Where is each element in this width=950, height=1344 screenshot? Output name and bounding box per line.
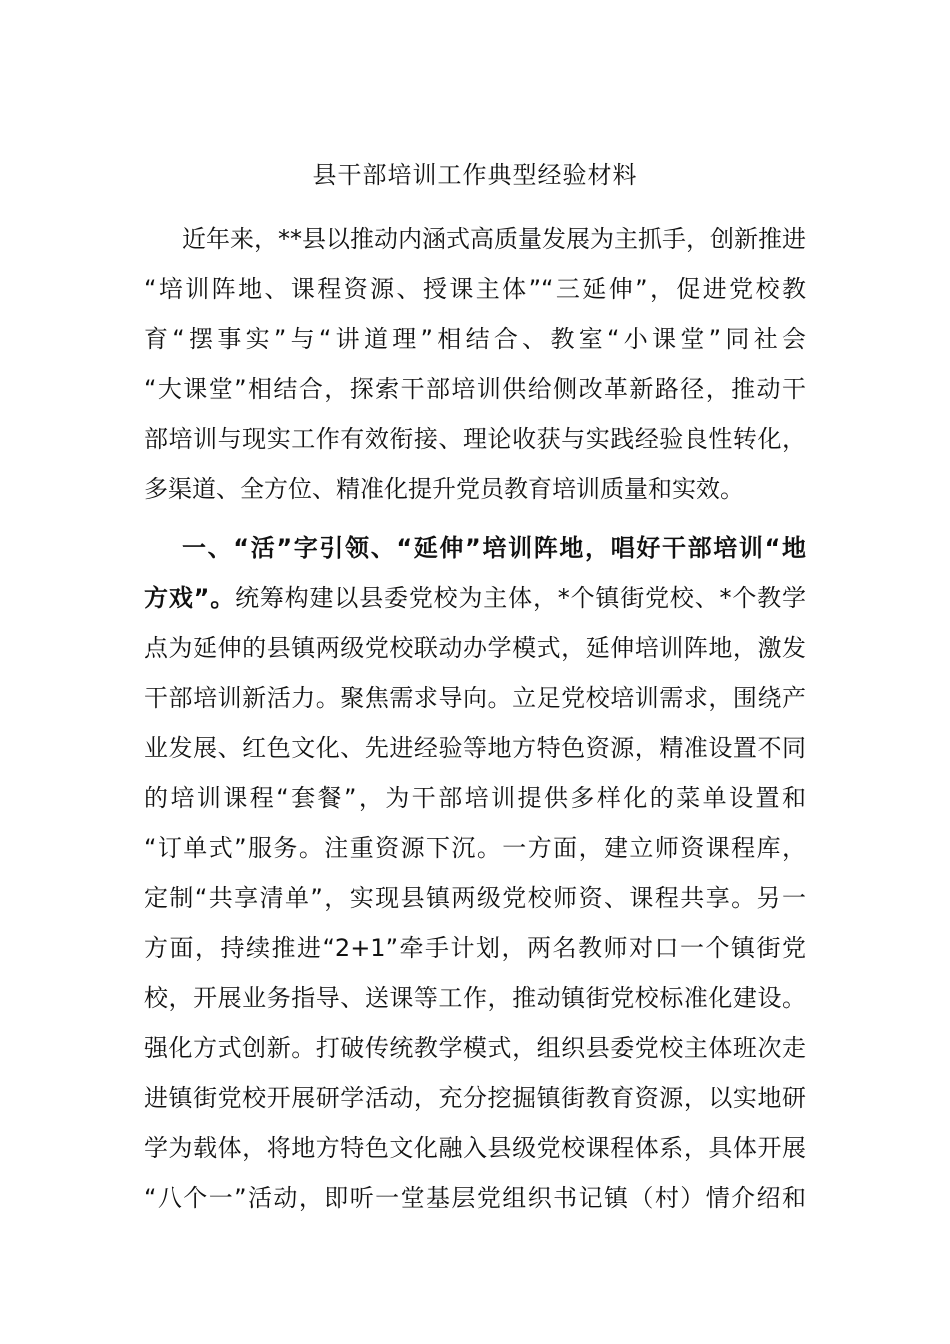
text-line: 进镇街党校开展研学活动，充分挖掘镇街教育资源，以实地研 xyxy=(144,1084,806,1112)
text-line: 方面，持续推进“2+1”牵手计划，两名教师对口一个镇街党 xyxy=(144,934,806,962)
text-line: 学为载体，将地方特色文化融入县级党校课程体系，具体开展 xyxy=(144,1134,806,1162)
text-line: “订单式”服务。注重资源下沉。一方面，建立师资课程库， xyxy=(144,834,806,862)
text-line: 部培训与现实工作有效衔接、理论收获与实践经验良性转化， xyxy=(144,425,806,453)
text-line: 点为延伸的县镇两级党校联动办学模式，延伸培训阵地，激发 xyxy=(144,634,806,662)
text-line: 定制“共享清单”，实现县镇两级党校师资、课程共享。另一 xyxy=(144,884,806,912)
text-line: 业发展、红色文化、先进经验等地方特色资源，精准设置不同 xyxy=(144,734,806,762)
text-line: “培训阵地、课程资源、授课主体”“三延伸”，促进党校教 xyxy=(144,275,806,303)
text-line: 强化方式创新。打破传统教学模式，组织县委党校主体班次走 xyxy=(144,1034,806,1062)
text-line: 近年来，**县以推动内涵式高质量发展为主抓手，创新推进 xyxy=(182,225,806,253)
text-line: 育“摆事实”与“讲道理”相结合、教室“小课堂”同社会 xyxy=(144,325,806,353)
paragraph-intro xyxy=(144,214,806,514)
section-heading-end: 方戏”。 xyxy=(144,584,236,612)
text-line: “大课堂”相结合，探索干部培训供给侧改革新路径，推动干 xyxy=(144,375,806,403)
document-title: 县干部培训工作典型经验材料 xyxy=(312,161,638,189)
text-line: 多渠道、全方位、精准化提升党员教育培训质量和实效。 xyxy=(144,475,744,503)
paragraph-section-one xyxy=(144,523,806,1223)
section-heading: 一、“活”字引领、“延伸”培训阵地，唱好干部培训“地 xyxy=(182,534,806,562)
text-line xyxy=(144,573,806,623)
text-line: 的培训课程“套餐”，为干部培训提供多样化的菜单设置和 xyxy=(144,784,806,812)
text-line: 干部培训新活力。聚焦需求导向。立足党校培训需求，围绕产 xyxy=(144,684,806,712)
text-span: 统筹构建以县委党校为主体，*个镇街党校、*个教学 xyxy=(235,584,807,612)
text-line: “八个一”活动，即听一堂基层党组织书记镇（村）情介绍和 xyxy=(144,1184,806,1212)
text-line: 校，开展业务指导、送课等工作，推动镇街党校标准化建设。 xyxy=(144,984,806,1012)
